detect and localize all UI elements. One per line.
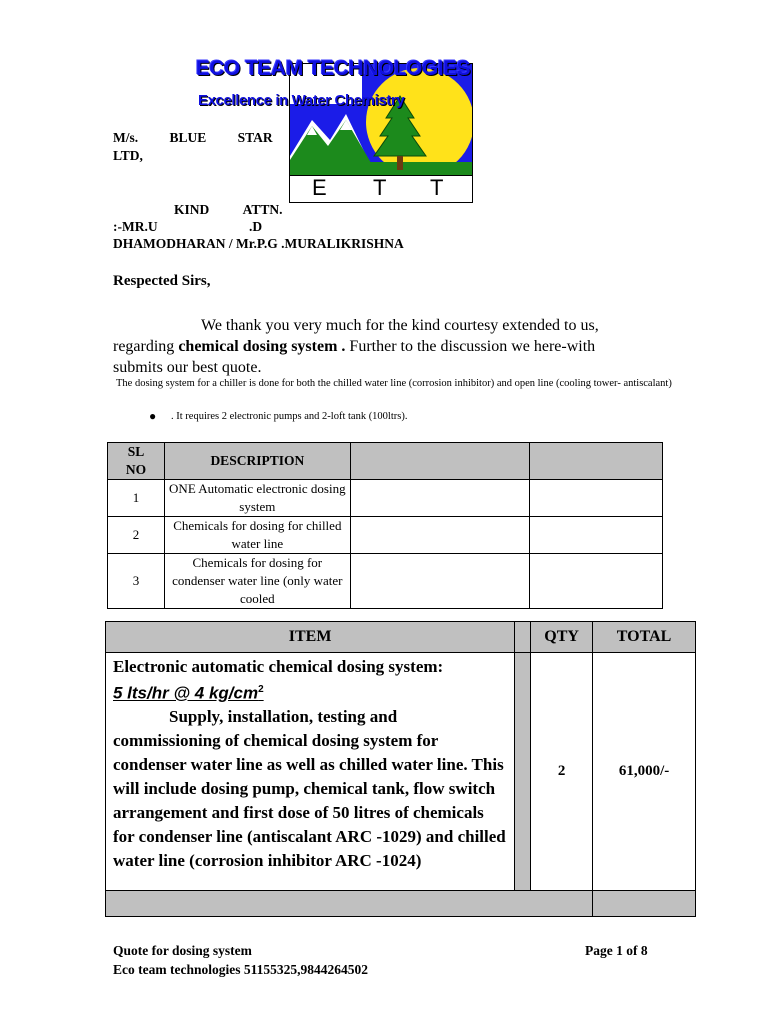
footer-gray-cell (593, 891, 696, 917)
cell-empty (530, 554, 663, 609)
logo-letter: T (430, 175, 444, 200)
logo-letter: E (312, 175, 327, 200)
cell-empty (530, 517, 663, 554)
cell-empty (530, 480, 663, 517)
attn-line2-b: .D (249, 219, 263, 234)
addr-word: BLUE (169, 130, 207, 145)
cell-sl: 3 (108, 554, 165, 609)
item-total: 61,000/- (593, 653, 696, 891)
table-header-row (108, 443, 663, 480)
cell-sl: 2 (108, 517, 165, 554)
logo-letter: T (373, 175, 387, 200)
cell-empty (350, 554, 530, 609)
cell-desc: ONE Automatic electronic dosing system (164, 480, 350, 517)
table-row (108, 480, 663, 517)
table-header-row (106, 622, 696, 653)
intro-line1: We thank you very much for the kind courtesy extended to us, (201, 317, 599, 334)
footer-gray-cell (106, 891, 593, 917)
header-qty: QTY (531, 622, 593, 653)
attn-word: ATTN. (242, 202, 283, 217)
attn-word: KIND (174, 202, 210, 217)
item-description-cell (106, 653, 515, 891)
addressee-line1 (113, 130, 273, 146)
cell-empty (350, 480, 530, 517)
footer-company-phone: Eco team technologies 51155325,9844264502 (113, 962, 368, 977)
header-spacer (515, 622, 531, 653)
item-spec (113, 679, 508, 705)
intro-text: regarding (113, 338, 179, 355)
header-total: TOTAL (593, 622, 696, 653)
item-spec-text: 5 lts/hr @ 4 kg/cm (113, 683, 259, 703)
intro-line2 (113, 336, 595, 357)
addr-word: M/s. (113, 130, 139, 145)
item-details: Supply, installation, testing and commissioning of chemical dosing system for condenser water line as well as chilled water line. This will include dosing pump, chemical tank, flow switch arrangement and first dose of 50 litres of chemicals for condenser line (antiscalant ARC -1029) and chilled water line (corrosion inhibitor ARC -1024) (113, 706, 506, 870)
bullet-item (151, 410, 407, 424)
attn-line1 (174, 202, 283, 218)
attn-line3: DHAMODHARAN / Mr.P.G .MURALIKRISHNA (113, 236, 404, 251)
addressee-line2: LTD, (113, 148, 143, 163)
note-text: The dosing system for a chiller is done for both the chilled water line (corrosion inhibitor) and open line (cooling tower- antiscalant) (116, 378, 672, 389)
intro-bold: chemical dosing system . (178, 338, 346, 355)
salutation: Respected Sirs, (113, 273, 211, 289)
attn-line2-a: :-MR.U (113, 219, 158, 234)
table-row (106, 653, 696, 891)
bullet-text: . It requires 2 electronic pumps and 2-loft tank (100ltrs). (171, 411, 408, 422)
intro-text: Further to the discussion we here-with (345, 338, 596, 355)
logo-emblem (289, 63, 473, 203)
table-footer-row (106, 891, 696, 917)
table-row (108, 554, 663, 609)
cell-sl: 1 (108, 480, 165, 517)
header-empty (350, 443, 530, 480)
company-logo (196, 55, 472, 203)
cell-desc: Chemicals for dosing for condenser water line (only water cooled (164, 554, 350, 609)
header-empty (530, 443, 663, 480)
header-item: ITEM (106, 622, 515, 653)
item-qty: 2 (531, 653, 593, 891)
addr-word: STAR (237, 130, 273, 145)
quote-table (105, 621, 696, 917)
item-spec-superscript: 2 (258, 684, 264, 695)
intro-line3: submits our best quote. (113, 359, 262, 376)
header-sl-no: SL NO (108, 443, 165, 480)
cell-desc: Chemicals for dosing for chilled water line (164, 517, 350, 554)
description-table (107, 442, 663, 609)
spacer-cell (515, 653, 531, 891)
item-title: Electronic automatic chemical dosing system: (113, 657, 444, 676)
logo-company-name: ECO TEAM TECHNOLOGIES (196, 57, 471, 80)
bullet-icon: ● (149, 409, 157, 423)
footer-quote-title: Quote for dosing system (113, 943, 252, 958)
header-description: DESCRIPTION (164, 443, 350, 480)
logo-letters (290, 175, 472, 202)
table-row (108, 517, 663, 554)
cell-empty (350, 517, 530, 554)
logo-tagline: Excellence in Water Chemistry (198, 92, 405, 109)
page-number: Page 1 of 8 (585, 943, 648, 958)
